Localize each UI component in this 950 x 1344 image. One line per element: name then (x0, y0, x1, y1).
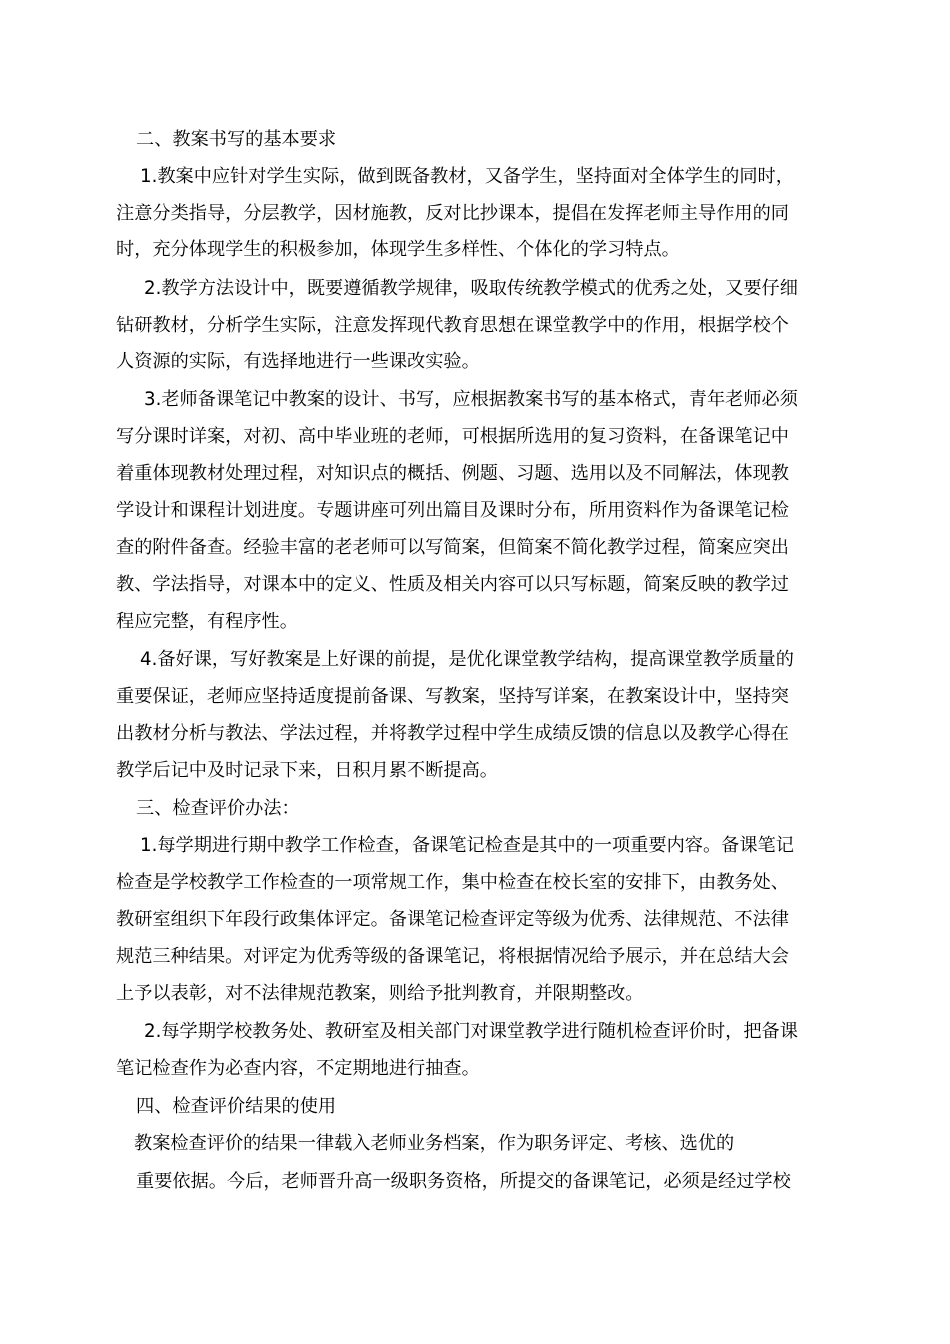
paragraph-line: 上予以表彰，对不法律规范教案，则给予批判教育，并限期整改。 (116, 983, 644, 1004)
paragraph-line: 1.教案中应针对学生实际，做到既备教材，又备学生，坚持面对全体学生的同时， (140, 166, 794, 187)
paragraph-line: 教、学法指导，对课本中的定义、性质及相关内容可以只写标题，简案反映的教学过 (116, 574, 789, 595)
paragraph-line: 教学后记中及时记录下来，日积月累不断提高。 (116, 760, 498, 781)
paragraph-line: 人资源的实际，有选择地进行一些课改实验。 (116, 351, 480, 372)
paragraph-line: 重要依据。今后，老师晋升高一级职务资格，所提交的备课笔记，必须是经过学校 (136, 1171, 791, 1192)
paragraph-line: 规范三种结果。对评定为优秀等级的备课笔记，将根据情况给予展示，并在总结大会 (116, 946, 789, 967)
paragraph-line: 教研室组织下年段行政集体评定。备课笔记检查评定等级为优秀、法律规范、不法律 (116, 909, 789, 930)
paragraph-line: 时，充分体现学生的积极参加，体现学生多样性、个体化的学习特点。 (116, 239, 680, 260)
paragraph-line: 2.每学期学校教务处、教研室及相关部门对课堂教学进行随机检查评价时，把备课 (144, 1021, 798, 1042)
paragraph-line: 2.教学方法设计中，既要遵循教学规律，吸取传统教学模式的优秀之处，又要仔细 (144, 278, 798, 299)
paragraph-line: 出教材分析与教法、学法过程，并将教学过程中学生成绩反馈的信息以及教学心得在 (116, 723, 789, 744)
paragraph-line: 着重体现教材处理过程，对知识点的概括、例题、习题、选用以及不同解法，体现教 (116, 463, 789, 484)
paragraph-line: 重要保证，老师应坚持适度提前备课、写教案，坚持写详案，在教案设计中，坚持突 (116, 686, 789, 707)
paragraph-line: 3.老师备课笔记中教案的设计、书写，应根据教案书写的基本格式，青年老师必须 (144, 389, 798, 410)
section-heading-4: 四、检查评价结果的使用 (136, 1096, 337, 1117)
section-heading-3: 三、检查评价办法： (136, 798, 300, 819)
paragraph-line: 写分课时详案，对初、高中毕业班的老师，可根据所选用的复习资料，在备课笔记中 (116, 426, 789, 447)
paragraph-line: 学设计和课程计划进度。专题讲座可列出篇目及课时分布，所用资料作为备课笔记检 (116, 500, 789, 521)
paragraph-line: 程应完整，有程序性。 (116, 611, 298, 632)
paragraph-line: 笔记检查作为必查内容，不定期地进行抽查。 (116, 1058, 480, 1079)
paragraph-line: 检查是学校教学工作检查的一项常规工作，集中检查在校长室的安排下，由教务处、 (116, 872, 789, 893)
section-heading-2: 二、教案书写的基本要求 (136, 129, 337, 150)
paragraph-line: 4.备好课，写好教案是上好课的前提，是优化课堂教学结构，提高课堂教学质量的 (140, 649, 794, 670)
paragraph-line: 钻研教材，分析学生实际，注意发挥现代教育思想在课堂教学中的作用，根据学校个 (116, 315, 789, 336)
paragraph-line: 教案检查评价的结果一律载入老师业务档案，作为职务评定、考核、选优的 (134, 1133, 735, 1154)
paragraph-line: 查的附件备查。经验丰富的老老师可以写简案，但简案不简化教学过程，简案应突出 (116, 537, 789, 558)
paragraph-line: 1.每学期进行期中教学工作检查，备课笔记检查是其中的一项重要内容。备课笔记 (140, 835, 794, 856)
paragraph-line: 注意分类指导，分层教学，因材施教，反对比抄课本，提倡在发挥老师主导作用的同 (116, 203, 789, 224)
